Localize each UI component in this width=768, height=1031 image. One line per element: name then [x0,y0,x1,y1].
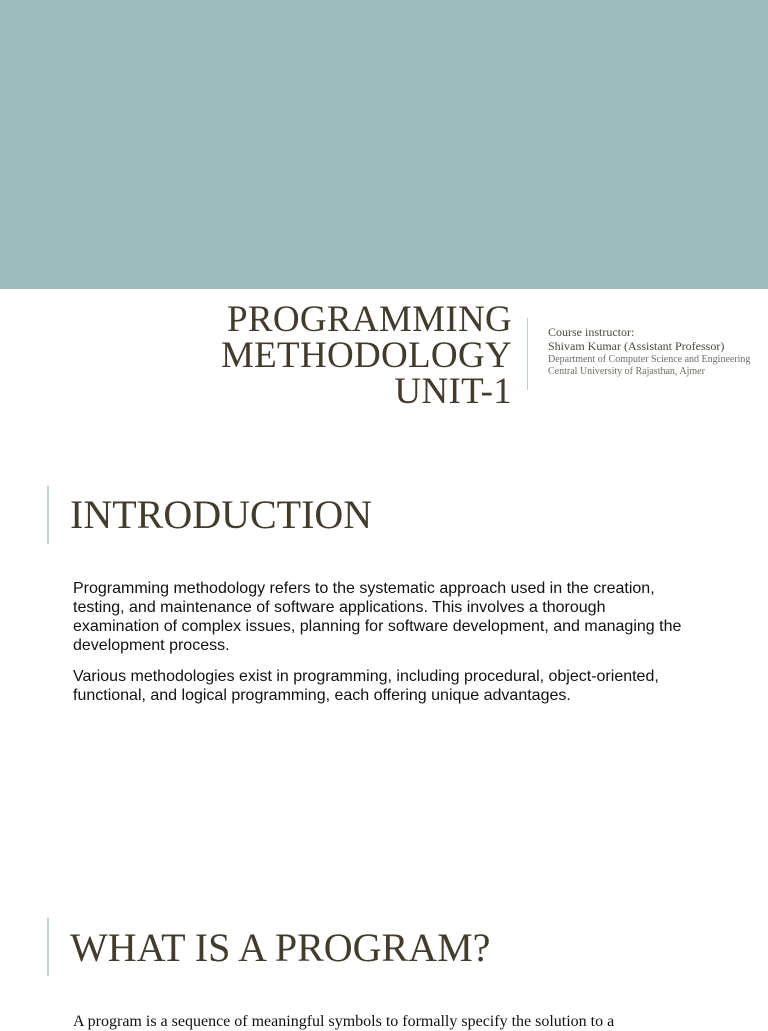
title-line-2: METHODOLOGY [220,335,512,376]
slide-title [220,299,512,412]
instructor-name: Shivam Kumar (Assistant Professor) [548,339,725,353]
introduction-accent-bar [47,486,49,544]
what-is-program-paragraph: A program is a sequence of meaningful symbols to formally specify the solution to a [73,1013,615,1030]
introduction-paragraph-2: Various methodologies exist in programming, including procedural, object-oriented, functional, and logical programming, each offering unique advantages. [73,668,659,704]
introduction-heading: INTRODUCTION [70,492,373,537]
instructor-info [548,325,763,378]
department-name: Department of Computer Science and Engineering [548,354,751,365]
what-is-program-accent-bar [47,918,49,976]
cover-banner [0,0,768,289]
title-line-3: UNIT-1 [394,371,512,412]
instructor-label: Course instructor: [548,325,635,339]
university-name: Central University of Rajasthan, Ajmer [548,366,705,377]
what-is-program-heading: WHAT IS A PROGRAM? [70,925,491,970]
title-divider [527,318,528,390]
title-line-1: PROGRAMMING [227,299,512,340]
introduction-paragraph-1: Programming methodology refers to the systematic approach used in the creation, testing, and maintenance of software applications. This involves a thorough examination of complex issues, planning for software development, and managing the development process. [73,580,682,654]
